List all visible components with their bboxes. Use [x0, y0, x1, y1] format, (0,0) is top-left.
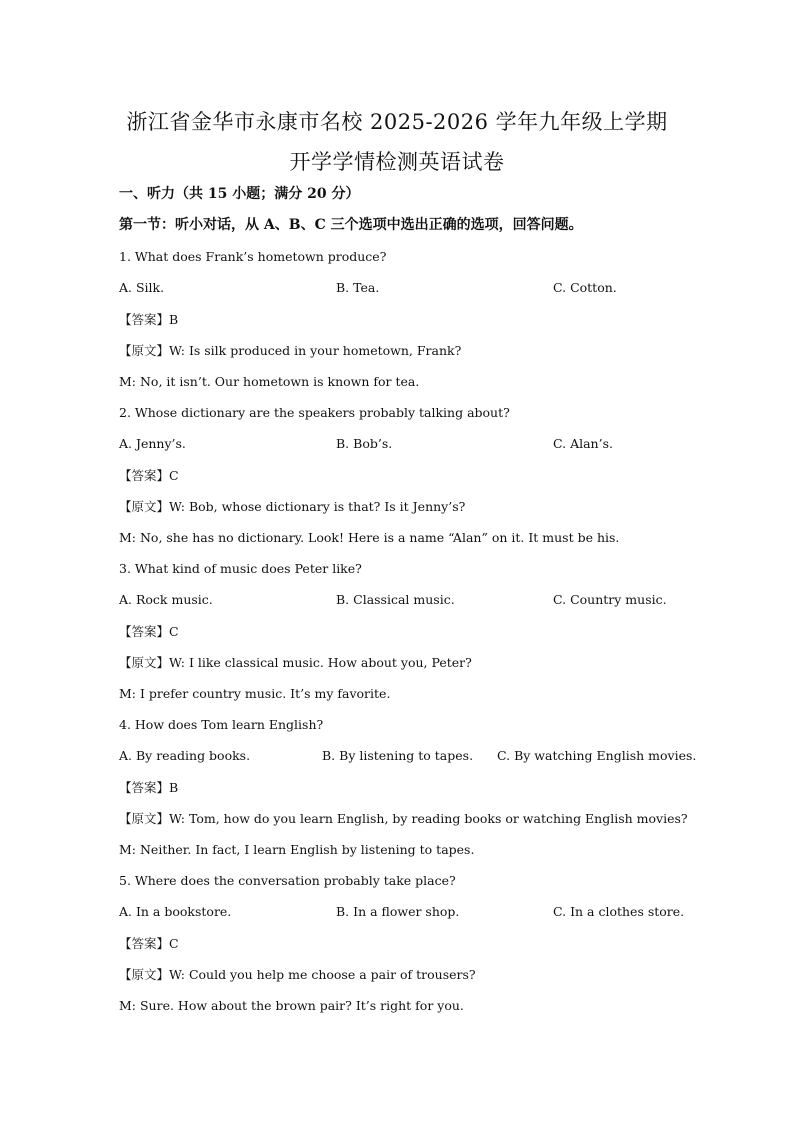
question-3-option-a: A. Rock music.: [119, 592, 213, 607]
question-2-option-a: A. Jenny’s.: [119, 436, 186, 451]
question-3-option-b: B. Classical music.: [336, 592, 455, 607]
question-1-option-a: A. Silk.: [119, 280, 165, 295]
question-4-option-b: B. By listening to tapes.: [322, 748, 474, 763]
question-5-option-b: B. In a flower shop.: [336, 904, 460, 919]
section-heading: 一、听力（共 15 小题；满分 20 分）: [119, 186, 360, 202]
question-1-script-m: M: No, it isn’t. Our hometown is known for tea.: [119, 374, 420, 389]
question-5: 5. Where does the conversation probably take place?: [119, 873, 456, 888]
question-3-script-w: 【原文】W: I like classical music. How about you, Peter?: [119, 655, 472, 670]
question-5-option-a: A. In a bookstore.: [119, 904, 232, 919]
question-2-answer: 【答案】C: [119, 468, 179, 483]
question-4-answer: 【答案】B: [119, 780, 179, 795]
question-3-option-c: C. Country music.: [553, 592, 667, 607]
question-3: 3. What kind of music does Peter like?: [119, 561, 362, 576]
subsection-heading: 第一节：听小对话，从 A、B、C 三个选项中选出正确的选项，回答问题。: [119, 217, 583, 233]
question-2-option-b: B. Bob’s.: [336, 436, 393, 451]
question-4-option-c: C. By watching English movies.: [497, 748, 697, 763]
question-3-answer: 【答案】C: [119, 624, 179, 639]
question-1-script-w: 【原文】W: Is silk produced in your hometown, Frank?: [119, 343, 462, 358]
question-4-script-m: M: Neither. In fact, I learn English by listening to tapes.: [119, 842, 475, 857]
question-5-option-c: C. In a clothes store.: [553, 904, 685, 919]
question-3-script-m: M: I prefer country music. It’s my favorite.: [119, 686, 391, 701]
question-1-answer: 【答案】B: [119, 312, 179, 327]
question-2-option-c: C. Alan’s.: [553, 436, 613, 451]
question-2-script-w: 【原文】W: Bob, whose dictionary is that? Is it Jenny’s?: [119, 499, 466, 514]
question-1-option-c: C. Cotton.: [553, 280, 617, 295]
question-4: 4. How does Tom learn English?: [119, 717, 324, 732]
question-5-script-w: 【原文】W: Could you help me choose a pair of trousers?: [119, 967, 476, 982]
question-4-option-a: A. By reading books.: [119, 748, 251, 763]
question-4-script-w: 【原文】W: Tom, how do you learn English, by reading books or watching English movies?: [119, 811, 688, 826]
document-title-line-2: 开学学情检测英语试卷: [289, 150, 505, 174]
question-1-option-b: B. Tea.: [336, 280, 380, 295]
question-5-script-m: M: Sure. How about the brown pair? It’s right for you.: [119, 998, 464, 1013]
question-1: 1. What does Frank’s hometown produce?: [119, 249, 387, 264]
question-2-script-m: M: No, she has no dictionary. Look! Here is a name “Alan” on it. It must be his.: [119, 530, 620, 545]
document-title-line-1: 浙江省金华市永康市名校 2025-2026 学年九年级上学期: [126, 110, 668, 134]
question-5-answer: 【答案】C: [119, 936, 179, 951]
question-2: 2. Whose dictionary are the speakers probably talking about?: [119, 405, 510, 420]
